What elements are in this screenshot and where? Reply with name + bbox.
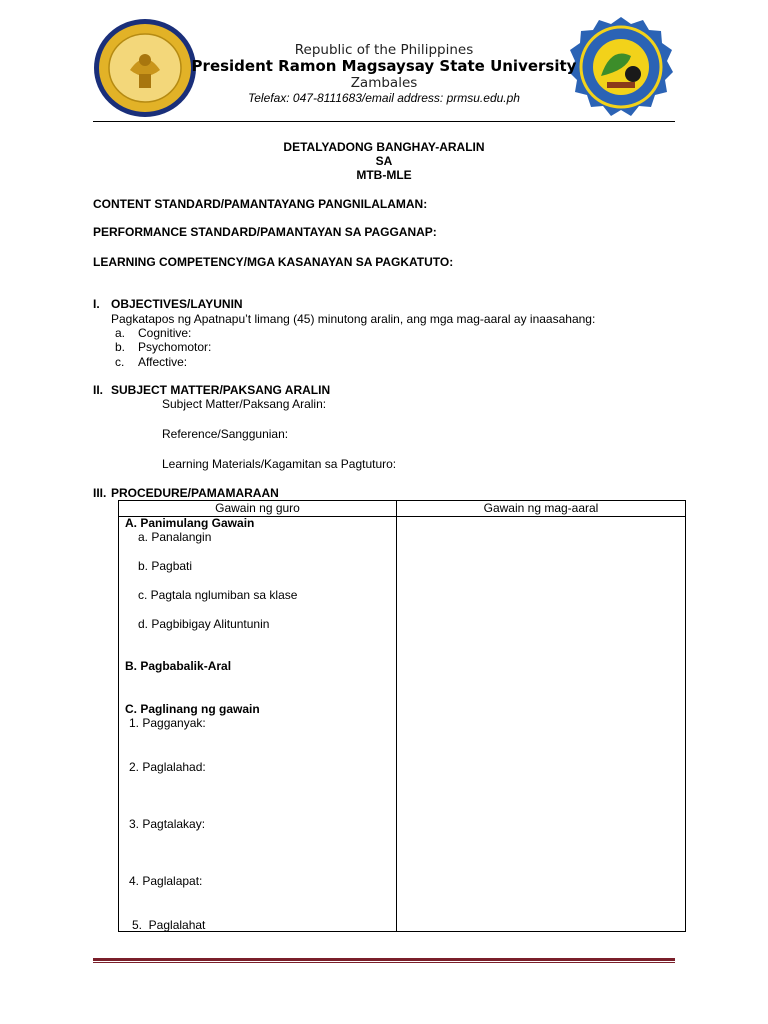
- list-item: d. Pagbibigay Alituntunin: [138, 617, 270, 631]
- section-c-heading: C. Paglinang ng gawain: [125, 702, 260, 716]
- header-university-name: President Ramon Magsaysay State University: [191, 57, 577, 75]
- objective-psychomotor: Psychomotor:: [138, 340, 212, 354]
- list-item: 3. Pagtalakay:: [129, 817, 206, 831]
- section-a-heading: A. Panimulang Gawain: [125, 516, 255, 530]
- list-item: c. Pagtala nglumiban sa klase: [138, 588, 298, 602]
- objective-letter: b.: [115, 340, 126, 354]
- list-item: 4. Paglalapat:: [129, 874, 203, 888]
- footer-divider: [93, 958, 675, 961]
- procedure-table: [118, 500, 686, 932]
- header-divider: [93, 121, 675, 122]
- header-contact: Telefax: 047-8111683/email address: prmsu.edu.ph: [248, 91, 520, 105]
- procedure-table-divider: [396, 501, 397, 931]
- student-activity-header: Gawain ng mag-aaral: [483, 501, 599, 515]
- list-item: 1. Pagganyak:: [129, 716, 206, 730]
- subject-matter-item: Subject Matter/Paksang Aralin:: [162, 397, 327, 411]
- lesson-plan-title-sa: SA: [375, 154, 393, 168]
- lesson-plan-subject: MTB-MLE: [356, 168, 412, 182]
- content-standard-label: CONTENT STANDARD/PAMANTAYANG PANGNILALAMAN:: [93, 197, 428, 211]
- list-item: a. Panalangin: [138, 530, 212, 544]
- procedure-numeral: III.: [93, 486, 107, 500]
- procedure-heading: PROCEDURE/PAMAMARAAN: [111, 486, 279, 500]
- teacher-activity-header: Gawain ng guro: [215, 501, 300, 515]
- section-b-heading: B. Pagbabalik-Aral: [125, 659, 232, 673]
- learning-materials-item: Learning Materials/Kagamitan sa Pagtuturo:: [162, 457, 397, 471]
- learning-competency-label: LEARNING COMPETENCY/MGA KASANAYAN SA PAGKATUTO:: [93, 255, 454, 269]
- objective-letter: c.: [115, 355, 125, 369]
- subject-matter-numeral: II.: [93, 383, 104, 397]
- header-province: Zambales: [350, 75, 418, 91]
- reference-item: Reference/Sanggunian:: [162, 427, 289, 441]
- header-republic: Republic of the Philippines: [294, 42, 474, 58]
- subject-matter-heading: SUBJECT MATTER/PAKSANG ARALIN: [111, 383, 331, 397]
- list-item: 2. Paglalahad:: [129, 760, 206, 774]
- objective-letter: a.: [115, 326, 126, 340]
- lesson-plan-title: DETALYADONG BANGHAY-ARALIN: [283, 140, 485, 154]
- objective-affective: Affective:: [138, 355, 188, 369]
- objectives-numeral: I.: [93, 297, 100, 311]
- objectives-heading: OBJECTIVES/LAYUNIN: [111, 297, 243, 311]
- performance-standard-label: PERFORMANCE STANDARD/PAMANTAYAN SA PAGGANAP:: [93, 225, 437, 239]
- objective-cognitive: Cognitive:: [138, 326, 192, 340]
- objectives-intro: Pagkatapos ng Apatnapu’t limang (45) minutong aralin, ang mga mag-aaral ay inaasahang:: [111, 312, 596, 326]
- list-item: b. Pagbati: [138, 559, 193, 573]
- list-item: 5. Paglalahat: [132, 918, 206, 932]
- footer-divider-thin: [93, 962, 675, 963]
